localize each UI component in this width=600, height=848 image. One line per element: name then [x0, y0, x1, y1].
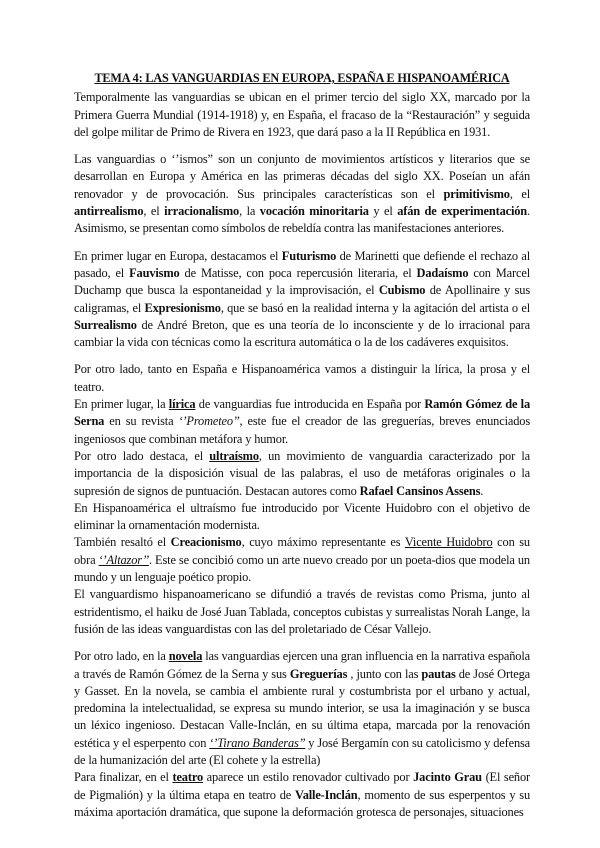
text: de Matisse, con poca repercusión literaria, el: [179, 265, 417, 280]
term-afan-experimentacion: afán de experimentación: [397, 204, 528, 219]
text: , junto con las: [347, 666, 422, 681]
paragraph-intro: Temporalmente las vanguardias se ubican en el primer tercio del siglo XX, marcado por la Primera Guerra Mundial (1914-1918) y, en España, el fracaso de la “Restauración” y seguida del golpe militar de Primo de Rivera en 1923, que dará paso a la II República en 1931.: [74, 90, 530, 139]
term-vocacion-minoritaria: vocación minoritaria: [259, 204, 369, 219]
term-novela: novela: [168, 649, 203, 664]
work-prometeo: ‘’Prometeo’’: [178, 414, 240, 429]
text: , cuyo máximo representante es: [241, 535, 405, 550]
text: de André Breton, que es una teoría de lo inconsciente y de lo irracional para cambiar la vida con técnicas como la escritura automática o la de los cadáveres exquisitos.: [74, 317, 530, 350]
paragraph-vanguardias: [74, 151, 530, 237]
term-dadaismo: Dadaísmo: [416, 265, 469, 280]
paragraph-teatro: [74, 769, 530, 821]
text: . Asimismo, se presentan como símbolos de rebeldía contra las manifestaciones anteriores.: [74, 204, 530, 236]
text: , que se basó en la realidad interna y la agitación del artista o el: [220, 300, 530, 315]
text: , el: [143, 204, 165, 219]
text: de Apollinaire y sus caligramas, el: [74, 283, 531, 315]
term-ultraismo: ultraísmo: [209, 448, 259, 463]
author-jacinto-grau: Jacinto Grau: [413, 770, 482, 785]
term-futurismo: Futurismo: [281, 248, 337, 263]
text: , momento de sus esperpentos y su máxima aportación dramática, que supone la deformación grotesca de personajes, situaciones: [74, 787, 531, 819]
author-gomez-de-la-serna: Ramón Gómez de la Serna: [74, 397, 531, 429]
text: de Marinetti que defiende el rechazo al pasado, el: [74, 248, 530, 280]
text: Para finalizar, en el: [74, 770, 173, 785]
term-primitivismo: primitivismo: [443, 186, 510, 201]
text: Por otro lado, en la: [74, 649, 169, 664]
paragraph-lirica: [74, 396, 530, 448]
author-valle-inclan: Valle-Inclán: [295, 787, 358, 802]
page-title: TEMA 4: LAS VANGUARDIAS EN EUROPA, ESPAÑA E HISPANOAMÉRICA: [94, 71, 510, 85]
text: .: [480, 483, 484, 498]
text: Las vanguardias o ‘’ismos” son un conjunto de movimientos artísticos y literarios que se desarrollan en Europa y América en las primeras décadas del siglo XX. Poseían un afán renovador y de provocación. Sus principales características son el: [74, 152, 530, 201]
term-surrealismo: Surrealismo: [74, 317, 137, 332]
term-irracionalismo: irracionalismo: [164, 204, 240, 219]
work-tirano-banderas: ‘’Tirano Banderas’’: [209, 735, 306, 750]
author-cansinos-assens: Rafael Cansinos Assens: [359, 483, 481, 498]
text: de José Ortega y Gasset. En la novela, se cambia el ambiente rural y costumbrista por el urbano y actual, predomina la intelectualidad, se expresa su mundo interior, se usa la imaginación y se busca un léxico ingenioso. Destacan Valle-Inclán, en su última etapa, marcada por la renovación estética y el esperpento con: [74, 666, 530, 750]
text: . Este se concibió como un arte nuevo creado por un poeta-dios que modela un mundo y un lenguaje poético propio.: [74, 552, 530, 585]
text: En primer lugar, la: [74, 397, 169, 412]
text: En primer lugar en Europa, destacamos el: [74, 248, 282, 263]
term-expresionismo: Expresionismo: [144, 300, 221, 315]
text: aparece un estilo renovador cultivado por: [203, 770, 414, 785]
text: y José Bergamín con su catolicismo y defensa de la humanización del arte (El cohete y la estrella): [74, 735, 531, 767]
work-altazor: ‘’Altazor’’: [98, 552, 149, 567]
term-lirica: lírica: [168, 397, 196, 412]
document-page: [74, 70, 530, 821]
text: Por otro lado destaca, el: [74, 448, 210, 463]
text: , un movimiento de vanguardia caracterizado por la importancia de la disposición visual de las palabras, el uso de metáforas originales o la supresión de signos de puntuación. Destacan autores como: [74, 448, 531, 498]
term-greguerias: Greguerías: [289, 666, 348, 681]
term-fauvismo: Fauvismo: [129, 265, 180, 280]
paragraph-vanguardismo-hispano: El vanguardismo hispanoamericano se difundió a través de revistas como Prisma, junto al estridentismo, el haiku de José Juan Tablada, conceptos cubistas y surrealistas Norah Lange, la fusión de las ideas vanguardistas con las del proletariado de César Vallejo.: [74, 587, 530, 636]
term-teatro: teatro: [172, 770, 203, 785]
text: las vanguardias ejercen una gran influencia en la narrativa española a través de Ramón Gómez de la Serna y sus: [74, 649, 530, 681]
author-huidobro: Vicente Huidobro: [404, 535, 493, 550]
paragraph-novela: [74, 648, 530, 769]
text: y el: [368, 204, 398, 219]
paragraph-espana-hispanoamerica: Por otro lado, tanto en España e Hispanoamérica vamos a distinguir la lírica, la prosa y el teatro.: [74, 362, 530, 394]
text: de vanguardias fue introducida en España por: [195, 397, 425, 412]
text: en su revista: [104, 414, 179, 429]
text: (El señor de Pigmalión) y la última etapa en teatro de: [74, 770, 530, 802]
paragraph-creacionismo: [74, 534, 530, 586]
paragraph-europa: [74, 248, 530, 352]
term-antirrealismo: antirrealismo: [74, 204, 144, 219]
text: , la: [239, 204, 260, 219]
text: , este fue el creador de las greguerías, breves enunciados ingeniosos que combinan metáfora y humor.: [74, 414, 530, 446]
text: También resaltó el: [74, 535, 171, 550]
paragraph-huidobro: En Hispanoamérica el ultraísmo fue introducido por Vicente Huidobro con el objetivo de eliminar la ornamentación modernista.: [74, 500, 530, 533]
text: , el: [509, 186, 530, 201]
term-pautas: pautas: [421, 666, 456, 681]
text: con su obra: [74, 535, 530, 567]
text: con Marcel Duchamp que busca la espontaneidad y la improvisación, el: [74, 265, 530, 298]
term-cubismo: Cubismo: [378, 283, 426, 298]
term-creacionismo: Creacionismo: [170, 535, 242, 550]
paragraph-ultraismo: [74, 448, 530, 500]
